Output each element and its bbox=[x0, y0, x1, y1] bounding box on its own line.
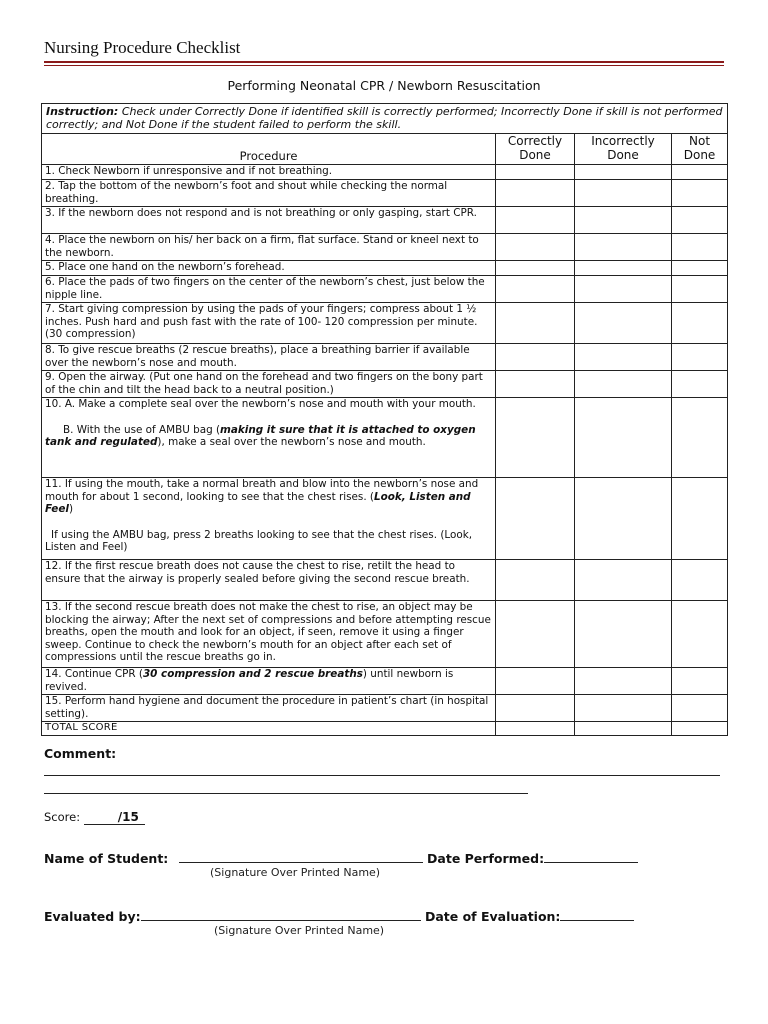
table-row bbox=[42, 165, 728, 180]
procedure-step-4: 4. Place the newborn on his/ her back on a firm, flat surface. Stand or kneel next to the newborn. bbox=[42, 234, 496, 261]
procedure-step-10b: B. With the use of AMBU bag (making it sure that it is attached to oxygen tank and regulated), make a seal over the newborn’s nose and mouth. bbox=[45, 423, 476, 449]
table-row bbox=[42, 344, 728, 371]
incorrectly-done-cell[interactable] bbox=[575, 207, 672, 234]
checklist-table bbox=[41, 103, 728, 736]
incorrectly-done-cell[interactable] bbox=[575, 344, 672, 371]
correctly-done-cell[interactable] bbox=[496, 165, 575, 180]
checklist-subtitle: Performing Neonatal CPR / Newborn Resuscitation bbox=[227, 78, 541, 93]
procedure-step-9: 9. Open the airway. (Put one hand on the forehead and two fingers on the bony part of the chin and tilt the head back to a neutral position.) bbox=[42, 371, 496, 398]
student-row bbox=[44, 850, 638, 866]
table-row bbox=[42, 180, 728, 207]
correctly-done-cell[interactable] bbox=[496, 344, 575, 371]
table-row bbox=[42, 371, 728, 398]
evaluator-row bbox=[44, 908, 634, 924]
incorrectly-done-column-header: Incorrectly Done bbox=[575, 134, 672, 165]
procedure-step-11 bbox=[42, 478, 496, 560]
table-row bbox=[42, 234, 728, 261]
incorrectly-done-cell[interactable] bbox=[575, 371, 672, 398]
total-correctly-done-cell[interactable] bbox=[496, 722, 575, 736]
not-done-cell[interactable] bbox=[672, 303, 728, 344]
instruction-text: Check under Correctly Done if identified skill is correctly performed; Incorrectly Done if skill is not performed correctly; and Not Done if the student failed to perform the skill. bbox=[46, 105, 723, 131]
not-done-cell[interactable] bbox=[672, 180, 728, 207]
incorrectly-done-cell[interactable] bbox=[575, 261, 672, 276]
total-not-done-cell[interactable] bbox=[672, 722, 728, 736]
student-signature-caption: (Signature Over Printed Name) bbox=[210, 866, 381, 879]
procedure-step-11a: 11. If using the mouth, take a normal breath and blow into the newborn’s nose and mouth for about 1 second, looking to see that the chest rises. (Look, Listen and Feel) bbox=[45, 478, 479, 516]
not-done-cell[interactable] bbox=[672, 234, 728, 261]
instruction-label: Instruction: bbox=[46, 105, 119, 118]
evaluated-by-field[interactable] bbox=[141, 908, 421, 921]
incorrectly-done-cell[interactable] bbox=[575, 165, 672, 180]
correctly-done-cell[interactable] bbox=[496, 560, 575, 601]
procedure-step-6: 6. Place the pads of two fingers on the center of the newborn’s chest, just below the nipple line. bbox=[42, 276, 496, 303]
correctly-done-cell[interactable] bbox=[496, 601, 575, 668]
correctly-done-column-header: Correctly Done bbox=[496, 134, 575, 165]
procedure-step-15: 15. Perform hand hygiene and document the procedure in patient’s chart (in hospital setting). bbox=[42, 695, 496, 722]
not-done-cell[interactable] bbox=[672, 276, 728, 303]
not-done-cell[interactable] bbox=[672, 668, 728, 695]
correctly-done-cell[interactable] bbox=[496, 695, 575, 722]
procedure-step-8: 8. To give rescue breaths (2 rescue breaths), place a breathing barrier if available over the newborn’s nose and mouth. bbox=[42, 344, 496, 371]
not-done-cell[interactable] bbox=[672, 695, 728, 722]
table-row bbox=[42, 668, 728, 695]
not-done-column-header: Not Done bbox=[672, 134, 728, 165]
procedure-step-10a: 10. A. Make a complete seal over the newborn’s nose and mouth with your mouth. bbox=[45, 398, 476, 410]
comment-label: Comment: bbox=[44, 746, 117, 761]
score-value[interactable]: /15 bbox=[84, 810, 145, 825]
incorrectly-done-cell[interactable] bbox=[575, 478, 672, 560]
correctly-done-cell[interactable] bbox=[496, 668, 575, 695]
date-performed-field[interactable] bbox=[544, 850, 638, 863]
not-done-cell[interactable] bbox=[672, 478, 728, 560]
procedure-step-11b: If using the AMBU bag, press 2 breaths looking to see that the chest rises. (Look, Listen and Feel) bbox=[45, 528, 473, 554]
correctly-done-cell[interactable] bbox=[496, 234, 575, 261]
procedure-step-7: 7. Start giving compression by using the pads of your fingers; compress about 1 ½ inches. Push hard and push fast with the rate of 100- 120 compression per minute. (30 compression) bbox=[42, 303, 496, 344]
table-row bbox=[42, 601, 728, 668]
not-done-cell[interactable] bbox=[672, 261, 728, 276]
student-name-label: Name of Student: bbox=[44, 851, 169, 866]
correctly-done-cell[interactable] bbox=[496, 261, 575, 276]
table-row bbox=[42, 276, 728, 303]
table-row bbox=[42, 261, 728, 276]
not-done-cell[interactable] bbox=[672, 601, 728, 668]
table-row bbox=[42, 398, 728, 478]
procedure-step-3: 3. If the newborn does not respond and is not breathing or only gasping, start CPR. bbox=[42, 207, 496, 234]
not-done-cell[interactable] bbox=[672, 165, 728, 180]
procedure-step-12: 12. If the first rescue breath does not cause the chest to rise, retilt the head to ensure that the airway is properly sealed before giving the second rescue breath. bbox=[42, 560, 496, 601]
not-done-cell[interactable] bbox=[672, 207, 728, 234]
date-of-evaluation-field[interactable] bbox=[560, 908, 634, 921]
incorrectly-done-cell[interactable] bbox=[575, 398, 672, 478]
table-row bbox=[42, 478, 728, 560]
not-done-cell[interactable] bbox=[672, 371, 728, 398]
correctly-done-cell[interactable] bbox=[496, 478, 575, 560]
table-row bbox=[42, 560, 728, 601]
date-performed-label: Date Performed: bbox=[427, 851, 545, 866]
correctly-done-cell[interactable] bbox=[496, 207, 575, 234]
score-label: Score: bbox=[44, 810, 81, 824]
correctly-done-cell[interactable] bbox=[496, 276, 575, 303]
table-row bbox=[42, 303, 728, 344]
evaluator-signature-caption: (Signature Over Printed Name) bbox=[214, 924, 385, 937]
score-row bbox=[44, 810, 145, 825]
incorrectly-done-cell[interactable] bbox=[575, 601, 672, 668]
incorrectly-done-cell[interactable] bbox=[575, 303, 672, 344]
incorrectly-done-cell[interactable] bbox=[575, 668, 672, 695]
comment-line-2[interactable] bbox=[44, 793, 528, 794]
incorrectly-done-cell[interactable] bbox=[575, 234, 672, 261]
correctly-done-cell[interactable] bbox=[496, 398, 575, 478]
not-done-cell[interactable] bbox=[672, 344, 728, 371]
header-rule-thin bbox=[44, 65, 724, 66]
correctly-done-cell[interactable] bbox=[496, 180, 575, 207]
comment-line-1[interactable] bbox=[44, 775, 720, 776]
document-title: Nursing Procedure Checklist bbox=[44, 38, 241, 57]
evaluated-by-label: Evaluated by: bbox=[44, 909, 141, 924]
table-row bbox=[42, 722, 728, 736]
procedure-step-1: 1. Check Newborn if unresponsive and if not breathing. bbox=[42, 165, 496, 180]
header-rule bbox=[44, 61, 724, 63]
table-row bbox=[42, 695, 728, 722]
student-name-field[interactable] bbox=[179, 850, 423, 863]
procedure-step-13: 13. If the second rescue breath does not make the chest to rise, an object may be blocking the airway; After the next set of compressions and before attempting rescue breaths, open the mouth and look for an object, if seen, remove it using a finger sweep. Continue to check the newborn’s mouth for an object after each set of compressions until the rescue breaths go in. bbox=[42, 601, 496, 668]
procedure-step-14: 14. Continue CPR (30 compression and 2 rescue breaths) until newborn is revived. bbox=[42, 668, 496, 695]
incorrectly-done-cell[interactable] bbox=[575, 560, 672, 601]
table-row bbox=[42, 207, 728, 234]
procedure-step-2: 2. Tap the bottom of the newborn’s foot and shout while checking the normal breathing. bbox=[42, 180, 496, 207]
date-of-evaluation-label: Date of Evaluation: bbox=[424, 909, 561, 924]
correctly-done-cell[interactable] bbox=[496, 303, 575, 344]
procedure-step-10 bbox=[42, 398, 496, 478]
not-done-cell[interactable] bbox=[672, 398, 728, 478]
incorrectly-done-cell[interactable] bbox=[575, 276, 672, 303]
incorrectly-done-cell[interactable] bbox=[575, 695, 672, 722]
total-incorrectly-done-cell[interactable] bbox=[575, 722, 672, 736]
not-done-cell[interactable] bbox=[672, 560, 728, 601]
procedure-column-header: Procedure bbox=[42, 134, 496, 165]
instruction-cell bbox=[42, 104, 728, 134]
total-score-label: TOTAL SCORE bbox=[42, 722, 496, 736]
procedure-step-5: 5. Place one hand on the newborn’s forehead. bbox=[42, 261, 496, 276]
correctly-done-cell[interactable] bbox=[496, 371, 575, 398]
incorrectly-done-cell[interactable] bbox=[575, 180, 672, 207]
